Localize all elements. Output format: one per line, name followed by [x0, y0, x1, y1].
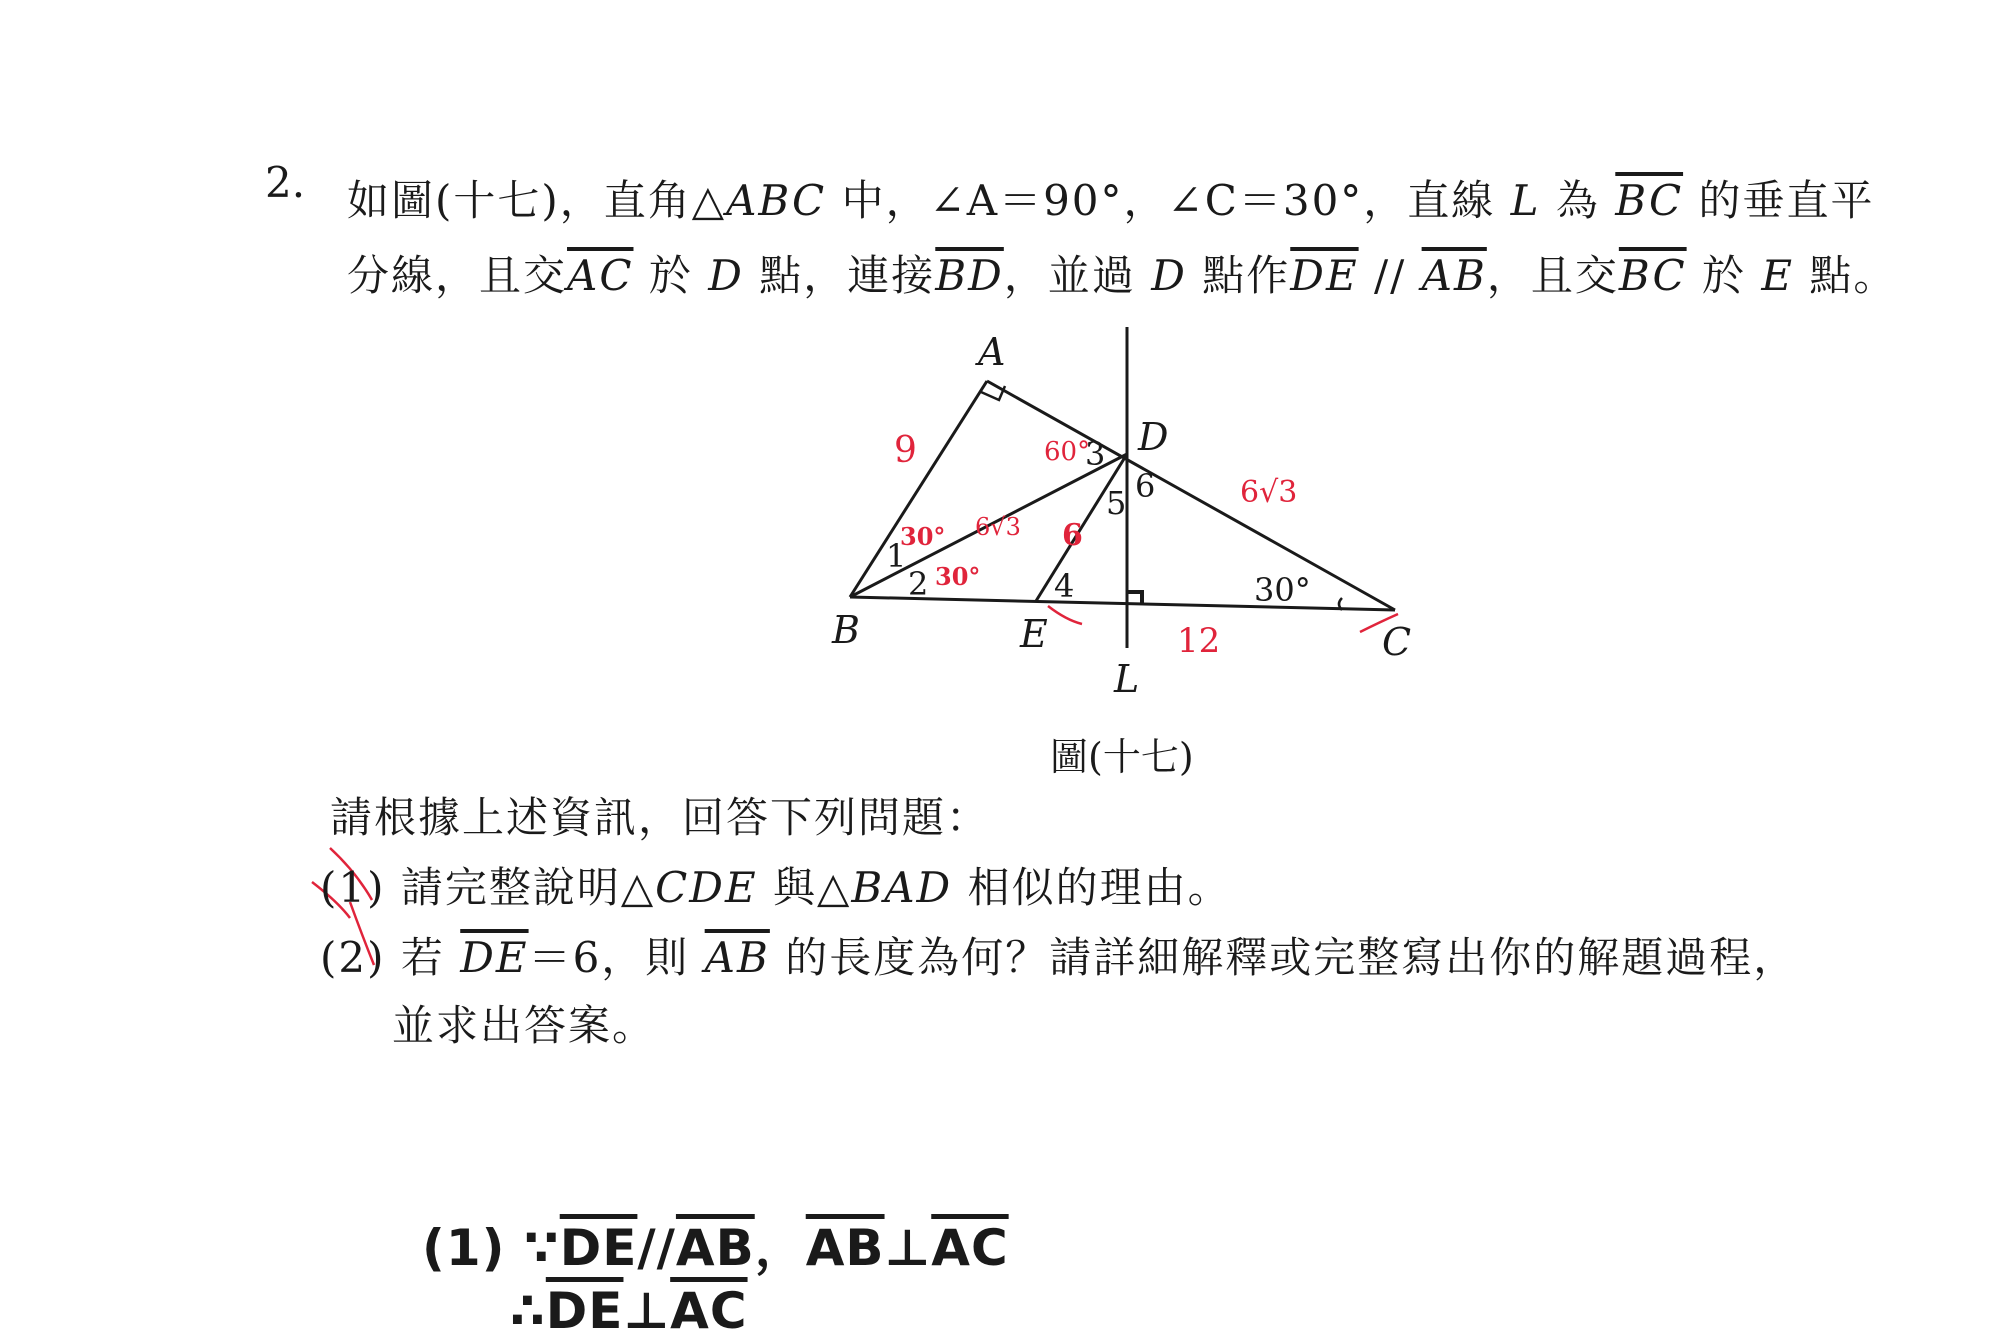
- red-dc-length: 6√3: [1240, 475, 1298, 510]
- red-de-length: 6: [1062, 518, 1083, 553]
- part1-triangle-bad: △BAD: [817, 863, 953, 912]
- q2-point-d: D: [708, 251, 744, 300]
- angle-label-4: 4: [1054, 567, 1075, 605]
- q2-point-d2: D: [1151, 251, 1187, 300]
- answer2-segment-de: $\overline{DE}$: [545, 1282, 624, 1340]
- q2-text-c: 點，連接: [759, 251, 936, 300]
- red-tick-e: [1048, 606, 1082, 624]
- q2-segment-bd: $\overline{BD}$: [935, 251, 1004, 300]
- q2-segment-bc: $\overline{BC}$: [1618, 251, 1687, 300]
- answer2-therefore: ∴: [510, 1282, 546, 1340]
- angle-label-3: 3: [1085, 435, 1106, 473]
- answer1-parallel: //: [637, 1219, 676, 1277]
- q2-text-g: 於: [1701, 251, 1746, 300]
- answer1-because: ∵: [523, 1219, 560, 1277]
- answer1-segment-ab-2: $\overline{AB}$: [805, 1219, 885, 1277]
- q1-text-d: 的垂直平: [1698, 176, 1875, 225]
- label-l: L: [1114, 657, 1140, 701]
- q1-text-a: 如圖(十七)，直角: [347, 176, 692, 225]
- q2-segment-ac: $\overline{AC}$: [567, 251, 634, 300]
- part1-number: (1): [320, 863, 386, 912]
- label-c: C: [1382, 620, 1412, 664]
- part2-text-c: 的長度為何？請詳細解釋或完整寫出你的解題過程，: [785, 933, 1798, 982]
- question-part-2: [320, 925, 1797, 985]
- q2-parallel: //: [1358, 251, 1422, 300]
- red-ec-length: 12: [1177, 621, 1221, 661]
- answer2-perp: ⊥: [623, 1282, 671, 1340]
- angle-label-6: 6: [1135, 467, 1156, 505]
- part1-text-b: 與: [773, 863, 818, 912]
- q1-text-c: 為: [1555, 176, 1600, 225]
- answer-line-1: [422, 1208, 1009, 1280]
- label-e: E: [1020, 612, 1048, 656]
- red-angle-2: 30°: [935, 562, 981, 591]
- question-intro: 請根據上述資訊，回答下列問題：: [330, 793, 991, 842]
- part2-text-a: 若: [400, 933, 445, 982]
- q1-triangle-abc: △ABC: [691, 176, 827, 225]
- part1-text-a: 請完整說明: [400, 863, 621, 912]
- part2-segment-de: $\overline{DE}$: [460, 933, 529, 982]
- part2-number: (2): [320, 933, 386, 982]
- label-a: A: [978, 330, 1006, 374]
- answer1-perp: ⊥: [884, 1219, 932, 1277]
- label-b: B: [832, 608, 860, 652]
- answer1-segment-ab: $\overline{AB}$: [675, 1219, 755, 1277]
- question-number: 2.: [265, 158, 306, 207]
- part1-text-c: 相似的理由。: [967, 863, 1232, 912]
- q2-text-b: 於: [648, 251, 693, 300]
- red-angle-3: 60°: [1044, 437, 1091, 467]
- angle-label-2: 2: [908, 565, 929, 603]
- q2-point-e: E: [1761, 251, 1795, 300]
- part2-text-b: ＝6，則: [528, 933, 690, 982]
- red-bd-length: 6√3: [975, 513, 1021, 541]
- figure-caption: 圖(十七): [1050, 735, 1194, 779]
- q2-text-d: ，並過: [1003, 251, 1136, 300]
- answer2-segment-ac: $\overline{AC}$: [670, 1282, 748, 1340]
- part1-triangle-cde: △CDE: [620, 863, 758, 912]
- angle-label-1: 1: [886, 537, 907, 575]
- answer1-segment-ac: $\overline{AC}$: [931, 1219, 1009, 1277]
- q1-line-l: L: [1510, 176, 1541, 225]
- answer1-segment-de: $\overline{DE}$: [559, 1219, 638, 1277]
- q2-text-f: ，且交: [1486, 251, 1619, 300]
- question-part-1: [320, 855, 1232, 915]
- q2-segment-de: $\overline{DE}$: [1290, 251, 1359, 300]
- answer1-number: (1): [422, 1219, 506, 1277]
- question-part-2-continued: 並求出答案。: [392, 1001, 657, 1050]
- red-angle-1: 30°: [900, 522, 946, 551]
- q1-segment-bc: $\overline{BC}$: [1615, 176, 1684, 225]
- angle-arc-c: [1339, 598, 1342, 610]
- label-d: D: [1138, 415, 1169, 459]
- red-ab-length: 9: [894, 430, 917, 471]
- q2-text-h: 點。: [1809, 251, 1898, 300]
- segment-bc: [850, 597, 1395, 610]
- part2-segment-ab: $\overline{AB}$: [704, 933, 770, 982]
- answer1-comma: ，: [754, 1219, 806, 1277]
- angle-label-c: 30°: [1254, 571, 1311, 609]
- angle-label-5: 5: [1106, 484, 1127, 522]
- q1-text-b: 中，∠A＝90°，∠C＝30°，直線: [841, 176, 1496, 225]
- q2-text-a: 分線，且交: [347, 251, 568, 300]
- answer-line-2: [510, 1282, 748, 1340]
- q2-text-e: 點作: [1202, 251, 1291, 300]
- q2-segment-ab: $\overline{AB}$: [1421, 251, 1487, 300]
